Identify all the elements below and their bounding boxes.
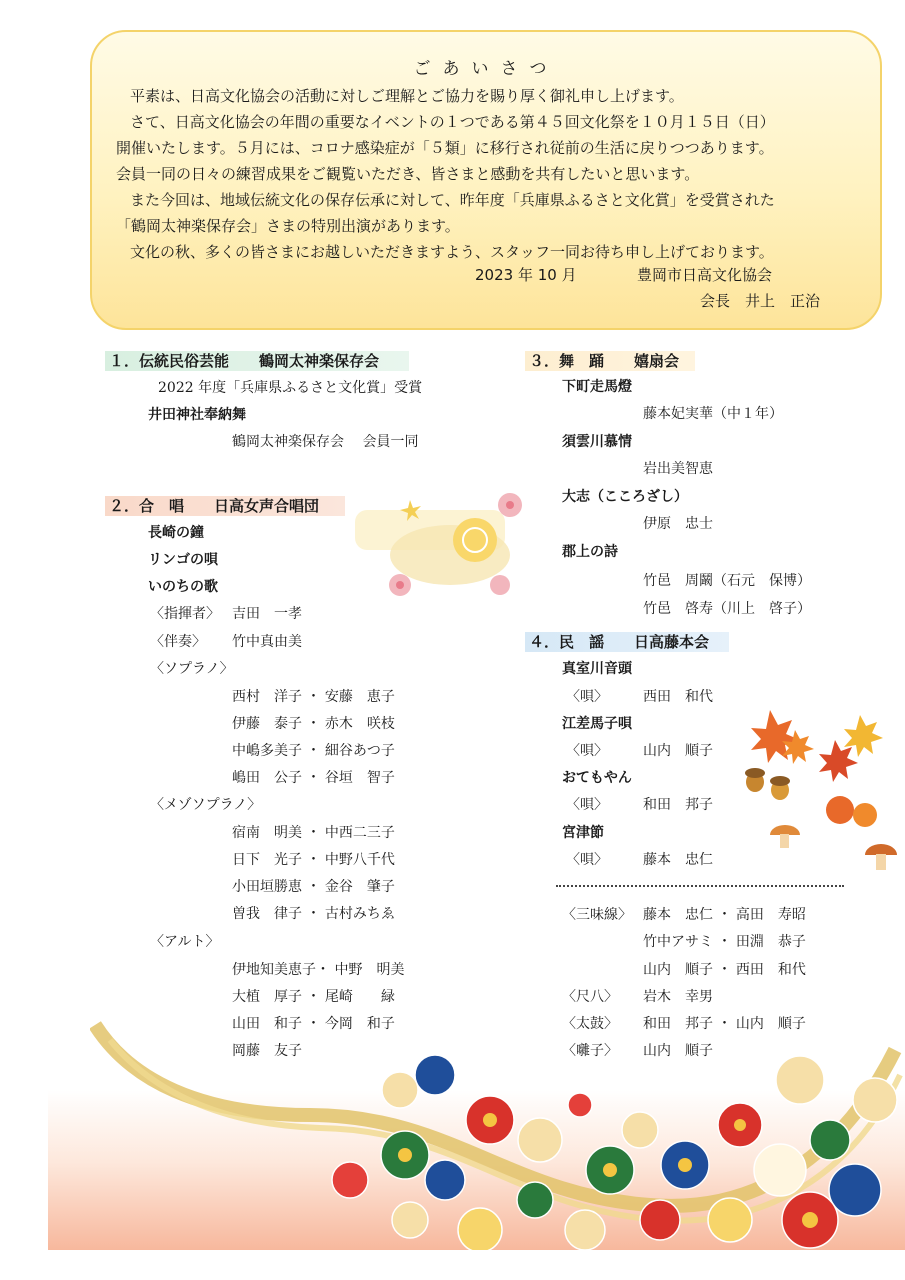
piece-title: 大志（こころざし） xyxy=(562,489,688,505)
piece-title: 郡上の詩 xyxy=(562,544,618,560)
instrument-label: 〈太鼓〉 xyxy=(562,1016,618,1032)
member-pair: 大植 厚子 ・ 尾崎 緑 xyxy=(232,989,395,1005)
performer: 竹邑 啓寿（川上 啓子） xyxy=(643,601,811,617)
instrument-label: 〈三味線〉 xyxy=(562,907,632,923)
member-pair: 西村 洋子 ・ 安藤 恵子 xyxy=(232,689,395,705)
singer-name: 和田 邦子 xyxy=(643,797,713,813)
greeting-line: 文化の秋、多くの皆さまにお越しいただきますよう、スタッフ一同お待ち申し上げております。 xyxy=(130,243,774,261)
greeting-signature: 会長 井上 正治 xyxy=(700,292,821,310)
greeting-line: また今回は、地域伝統文化の保存伝承に対して、昨年度「兵庫県ふるさと文化賞」を受賞された xyxy=(130,191,775,209)
member-pair: 中嶋多美子 ・ 細谷あつ子 xyxy=(232,743,395,759)
member-pair: 伊藤 泰子 ・ 赤木 咲枝 xyxy=(232,716,395,732)
instrument-label: 〈尺八〉 xyxy=(562,989,618,1005)
section-2-heading: ２．合 唱 日高女声合唱団 xyxy=(105,496,345,516)
member-pair: 小田垣勝恵 ・ 金谷 肇子 xyxy=(232,879,395,895)
song-title: 江差馬子唄 xyxy=(562,716,632,732)
accompanist-name: 竹中真由美 xyxy=(232,634,302,650)
member-pair: 曽我 律子 ・ 古村みちゑ xyxy=(232,906,395,922)
singer-name: 山内 順子 xyxy=(643,743,713,759)
greeting-box xyxy=(90,30,882,330)
greeting-line: 平素は、日高文化協会の活動に対しご理解とご協力を賜り厚く御礼申し上げます。 xyxy=(130,87,684,105)
instrument-players: 岩木 幸男 xyxy=(643,989,713,1005)
section-4-heading: ４．民 謡 日高藤本会 xyxy=(525,632,729,652)
part-label: 〈ソプラノ〉 xyxy=(150,661,234,677)
song-title: 宮津節 xyxy=(562,825,604,841)
greeting-date: 2023 年 10 月 xyxy=(475,266,577,284)
role-label: 〈唄〉 xyxy=(566,797,608,813)
part-label: 〈アルト〉 xyxy=(150,934,220,950)
teapot-illustration xyxy=(355,480,535,600)
instrument-players: 山内 順子 xyxy=(643,1043,713,1059)
instrument-players: 竹中アサミ ・ 田淵 恭子 xyxy=(643,934,806,950)
dotted-divider xyxy=(556,885,844,887)
instrument-players: 藤本 忠仁 ・ 高田 寿昭 xyxy=(643,907,806,923)
performer: 岩出美智恵 xyxy=(643,461,713,477)
performer: 竹邑 周鬫（石元 保博） xyxy=(643,573,811,589)
member-pair: 宿南 明美 ・ 中西二三子 xyxy=(232,825,395,841)
instrument-players: 山内 順子 ・ 西田 和代 xyxy=(643,962,806,978)
singer-name: 藤本 忠仁 xyxy=(643,852,713,868)
piece-title: 井田神社奉納舞 xyxy=(148,407,246,423)
section-1-heading: １．伝統民俗芸能 鶴岡太神楽保存会 xyxy=(105,351,409,371)
role-label: 〈指揮者〉 xyxy=(150,606,220,622)
performer: 鶴岡太神楽保存会 会員一同 xyxy=(232,434,419,450)
piece-title: 須雲川慕情 xyxy=(562,434,632,450)
greeting-line: 「鶴岡太神楽保存会」さまの特別出演があります。 xyxy=(116,217,460,235)
greeting-organization: 豊岡市日高文化協会 xyxy=(637,266,773,284)
instrument-players: 和田 邦子 ・ 山内 順子 xyxy=(643,1016,806,1032)
member-pair: 嶋田 公子 ・ 谷垣 智子 xyxy=(232,770,395,786)
member-pair: 伊地知美恵子・ 中野 明美 xyxy=(232,962,405,978)
greeting-line: 会員一同の日々の練習成果をご観覧いただき、皆さまと感動を共有したいと思います。 xyxy=(116,165,700,183)
autumn-leaves-illustration xyxy=(740,710,905,880)
member-pair: 日下 光子 ・ 中野八千代 xyxy=(232,852,395,868)
song-title: リンゴの唄 xyxy=(148,552,218,568)
piece-title: 下町走馬燈 xyxy=(562,379,632,395)
chrysanthemum-flowers xyxy=(310,1040,905,1250)
instrument-label: 〈囃子〉 xyxy=(562,1043,618,1059)
performer: 伊原 忠士 xyxy=(643,516,713,532)
greeting-title: ごあいさつ xyxy=(413,59,559,79)
greeting-line: さて、日高文化協会の年間の重要なイベントの１つである第４５回文化祭を１０月１５日（日） xyxy=(130,113,775,131)
award-note: 2022 年度「兵庫県ふるさと文化賞」受賞 xyxy=(158,380,423,396)
song-title: 長崎の鐘 xyxy=(148,525,204,541)
role-label: 〈伴奏〉 xyxy=(150,634,206,650)
song-title: 真室川音頭 xyxy=(562,661,632,677)
role-label: 〈唄〉 xyxy=(566,852,608,868)
role-label: 〈唄〉 xyxy=(566,743,608,759)
part-label: 〈メゾソプラノ〉 xyxy=(150,797,262,813)
section-3-heading: ３．舞 踊 嬉扇会 xyxy=(525,351,695,371)
song-title: おてもやん xyxy=(562,770,632,786)
singer-name: 西田 和代 xyxy=(643,689,713,705)
conductor-name: 吉田 一孝 xyxy=(232,606,302,622)
member-pair: 山田 和子 ・ 今岡 和子 xyxy=(232,1016,395,1032)
member-pair: 岡藤 友子 xyxy=(232,1043,302,1059)
song-title: いのちの歌 xyxy=(148,579,218,595)
performer: 藤本妃実華（中１年） xyxy=(643,406,783,422)
role-label: 〈唄〉 xyxy=(566,689,608,705)
greeting-line: 開催いたします。５月には、コロナ感染症が「５類」に移行され従前の生活に戻りつつあります。 xyxy=(116,139,774,157)
